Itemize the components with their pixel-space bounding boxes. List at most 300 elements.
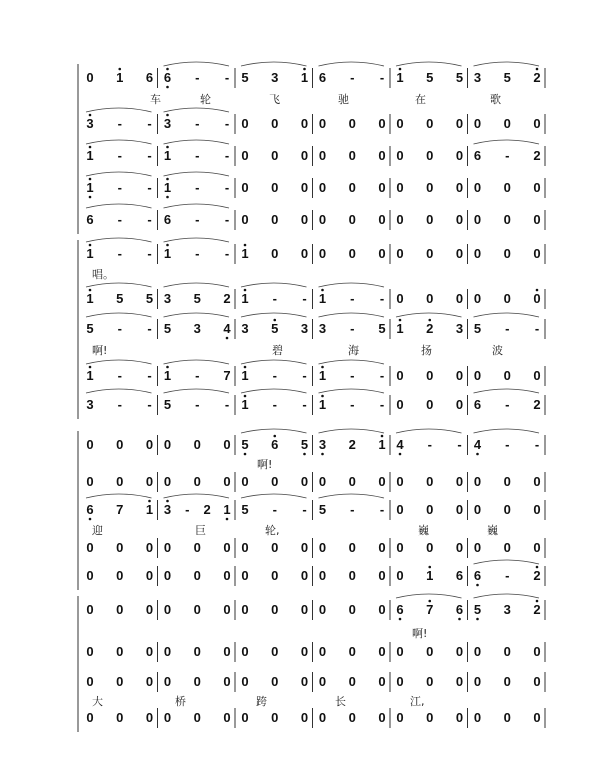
note: 3 bbox=[318, 437, 327, 452]
note: 0 bbox=[455, 148, 464, 163]
note: 0 bbox=[318, 148, 327, 163]
note: 0 bbox=[271, 710, 279, 725]
note: 0 bbox=[223, 602, 231, 617]
measure bbox=[164, 172, 230, 198]
note: 0 bbox=[426, 368, 434, 383]
note: 2 bbox=[426, 321, 434, 336]
measure bbox=[474, 246, 541, 261]
note: 0 bbox=[300, 212, 309, 227]
dash-note: - bbox=[302, 397, 307, 412]
lyric-syllable: 啊! bbox=[257, 458, 273, 471]
measure bbox=[319, 389, 385, 412]
measure bbox=[396, 566, 463, 583]
dash-note: - bbox=[224, 180, 230, 195]
note-row bbox=[86, 313, 545, 357]
measure bbox=[164, 313, 232, 339]
measure bbox=[164, 238, 230, 261]
high-octave-dot bbox=[166, 500, 169, 503]
note: 1 bbox=[86, 246, 94, 261]
measure bbox=[164, 710, 231, 725]
low-octave-dot bbox=[458, 618, 461, 621]
lyric-syllable: 啊! bbox=[412, 627, 428, 640]
slur bbox=[164, 204, 230, 208]
note: 6 bbox=[473, 148, 482, 163]
note: 0 bbox=[193, 674, 201, 689]
measure bbox=[164, 389, 230, 412]
lyric-syllable: 在 bbox=[415, 93, 426, 106]
note: 0 bbox=[300, 180, 309, 195]
note: 0 bbox=[241, 540, 249, 555]
note: 2 bbox=[533, 148, 541, 163]
note: 1 bbox=[426, 568, 434, 583]
note: 0 bbox=[223, 710, 231, 725]
measure bbox=[396, 246, 463, 261]
note: 1 bbox=[396, 70, 404, 85]
note: 0 bbox=[86, 437, 94, 452]
measure bbox=[86, 204, 152, 227]
measure bbox=[86, 602, 153, 617]
dash-note: - bbox=[147, 368, 152, 383]
note: 0 bbox=[241, 180, 249, 195]
high-octave-dot bbox=[148, 500, 151, 503]
high-octave-dot bbox=[89, 114, 92, 117]
note-row bbox=[86, 360, 545, 386]
note: 0 bbox=[86, 710, 94, 725]
note: 0 bbox=[116, 674, 124, 689]
note: 0 bbox=[473, 368, 482, 383]
note: 0 bbox=[145, 437, 154, 452]
note: 0 bbox=[455, 502, 464, 517]
dash-note: - bbox=[379, 368, 385, 383]
dash-note: - bbox=[195, 180, 200, 195]
measure bbox=[319, 246, 386, 261]
low-octave-dot bbox=[226, 337, 229, 340]
note: 0 bbox=[241, 644, 249, 659]
note: 0 bbox=[378, 148, 386, 163]
slur bbox=[164, 108, 230, 112]
lyric-syllable: 飞 bbox=[269, 93, 280, 106]
note: 0 bbox=[533, 291, 541, 306]
note: 0 bbox=[426, 644, 434, 659]
measure bbox=[319, 674, 386, 689]
low-octave-dot bbox=[399, 453, 402, 456]
dash-note: - bbox=[195, 368, 200, 383]
dash-note: - bbox=[427, 437, 432, 452]
note: 0 bbox=[163, 474, 172, 489]
low-octave-dot bbox=[476, 453, 479, 456]
note: 0 bbox=[396, 246, 404, 261]
note: 0 bbox=[318, 212, 327, 227]
note: 0 bbox=[223, 674, 231, 689]
slur bbox=[474, 62, 540, 66]
measure bbox=[241, 474, 308, 489]
lyric-syllable: 车 bbox=[150, 93, 161, 106]
note: 0 bbox=[455, 397, 464, 412]
note: 0 bbox=[348, 474, 356, 489]
measure bbox=[319, 540, 386, 555]
dash-note: - bbox=[505, 397, 510, 412]
note: 5 bbox=[300, 437, 309, 452]
note: 0 bbox=[396, 148, 404, 163]
note: 6 bbox=[163, 212, 172, 227]
note: 0 bbox=[271, 602, 279, 617]
note: 4 bbox=[473, 437, 482, 452]
note: 1 bbox=[241, 291, 249, 306]
measure bbox=[164, 204, 230, 227]
note: 0 bbox=[533, 644, 541, 659]
measure bbox=[86, 437, 153, 452]
note-row bbox=[86, 108, 545, 134]
note: 0 bbox=[503, 180, 511, 195]
note: 1 bbox=[163, 246, 172, 261]
note: 5 bbox=[163, 321, 172, 336]
note: 0 bbox=[300, 148, 309, 163]
measure bbox=[396, 644, 463, 659]
measure bbox=[474, 474, 541, 489]
note: 0 bbox=[300, 246, 309, 261]
slur bbox=[241, 313, 307, 317]
dash-note: - bbox=[350, 397, 355, 412]
low-octave-dot bbox=[89, 518, 92, 521]
measure bbox=[474, 560, 541, 586]
note: 6 bbox=[271, 437, 279, 452]
note: 0 bbox=[318, 246, 327, 261]
lyric-syllable: 迎 bbox=[92, 524, 103, 537]
note-row bbox=[86, 708, 545, 728]
low-octave-dot bbox=[226, 518, 229, 521]
measure bbox=[164, 140, 230, 163]
dash-note: - bbox=[379, 397, 385, 412]
note: 0 bbox=[300, 474, 309, 489]
note: 0 bbox=[473, 644, 482, 659]
high-octave-dot bbox=[166, 68, 169, 71]
measure bbox=[474, 180, 541, 195]
high-octave-dot bbox=[321, 395, 324, 398]
dash-note: - bbox=[117, 246, 122, 261]
note: 3 bbox=[163, 116, 172, 131]
note: 5 bbox=[163, 397, 172, 412]
note: 1 bbox=[318, 368, 327, 383]
note: 0 bbox=[86, 602, 94, 617]
dash-note: - bbox=[302, 502, 307, 517]
note-row bbox=[86, 472, 545, 492]
note: 0 bbox=[473, 116, 482, 131]
slur bbox=[86, 283, 152, 287]
note: 6 bbox=[396, 602, 404, 617]
high-octave-dot bbox=[399, 68, 402, 71]
note: 0 bbox=[396, 291, 404, 306]
dash-note: - bbox=[534, 437, 540, 452]
note: 0 bbox=[223, 568, 231, 583]
dash-note: - bbox=[147, 321, 152, 336]
measure bbox=[241, 116, 308, 131]
high-octave-dot bbox=[166, 366, 169, 369]
high-octave-dot bbox=[166, 114, 169, 117]
measure bbox=[396, 62, 463, 85]
note: 3 bbox=[163, 502, 172, 517]
note: 0 bbox=[318, 116, 327, 131]
note: 0 bbox=[193, 710, 201, 725]
low-octave-dot bbox=[244, 453, 247, 456]
note: 5 bbox=[473, 321, 482, 336]
note: 6 bbox=[163, 70, 172, 85]
note: 0 bbox=[348, 540, 356, 555]
note: 0 bbox=[455, 644, 464, 659]
note: 0 bbox=[426, 116, 434, 131]
slur bbox=[164, 494, 230, 498]
dash-note: - bbox=[350, 70, 355, 85]
measure bbox=[86, 172, 152, 198]
measure bbox=[86, 313, 152, 336]
high-octave-dot bbox=[536, 566, 539, 569]
measure bbox=[474, 389, 541, 412]
note: 0 bbox=[271, 644, 279, 659]
note: 0 bbox=[503, 246, 511, 261]
measure bbox=[396, 291, 463, 306]
note: 0 bbox=[241, 212, 249, 227]
lyric-syllable: 大 bbox=[92, 695, 103, 708]
note: 6 bbox=[473, 568, 482, 583]
note: 0 bbox=[396, 568, 404, 583]
measure bbox=[86, 238, 152, 261]
note: 5 bbox=[378, 321, 386, 336]
slur bbox=[396, 429, 462, 433]
note: 0 bbox=[193, 602, 201, 617]
note: 0 bbox=[241, 116, 249, 131]
slur bbox=[164, 283, 230, 287]
note: 0 bbox=[241, 148, 249, 163]
measure bbox=[164, 674, 231, 689]
note: 1 bbox=[163, 368, 172, 383]
note: 0 bbox=[145, 602, 154, 617]
note: 0 bbox=[318, 602, 327, 617]
measure bbox=[319, 180, 386, 195]
note: 0 bbox=[145, 568, 154, 583]
dash-note: - bbox=[117, 116, 122, 131]
measure bbox=[86, 283, 153, 306]
dash-note: - bbox=[147, 212, 152, 227]
measure bbox=[474, 212, 541, 227]
note: 3 bbox=[455, 321, 464, 336]
note: 0 bbox=[396, 116, 404, 131]
measure bbox=[474, 116, 541, 131]
slur bbox=[241, 62, 307, 66]
measure bbox=[86, 68, 153, 85]
dash-note: - bbox=[117, 368, 122, 383]
note: 2 bbox=[533, 602, 541, 617]
system-2 bbox=[78, 238, 545, 419]
note: 0 bbox=[241, 474, 249, 489]
measure bbox=[241, 62, 308, 85]
dash-note: - bbox=[272, 291, 277, 306]
low-octave-dot bbox=[166, 196, 169, 199]
slur bbox=[164, 62, 230, 66]
note: 0 bbox=[300, 674, 309, 689]
note: 0 bbox=[426, 291, 434, 306]
note: 0 bbox=[473, 180, 482, 195]
high-octave-dot bbox=[399, 319, 402, 322]
slur bbox=[474, 140, 540, 144]
lyric-syllable: 轮, bbox=[265, 524, 280, 537]
note: 3 bbox=[503, 602, 511, 617]
note: 3 bbox=[86, 116, 94, 131]
note: 0 bbox=[163, 602, 172, 617]
high-octave-dot bbox=[89, 244, 92, 247]
dash-note: - bbox=[147, 180, 152, 195]
note: 7 bbox=[116, 502, 124, 517]
measure bbox=[241, 360, 307, 383]
dash-note: - bbox=[147, 246, 152, 261]
measure bbox=[164, 437, 231, 452]
slur bbox=[164, 389, 230, 393]
dash-note: - bbox=[195, 397, 200, 412]
note: 0 bbox=[503, 710, 511, 725]
note: 0 bbox=[116, 437, 124, 452]
measure bbox=[241, 389, 307, 412]
note: 5 bbox=[455, 70, 464, 85]
note: 0 bbox=[116, 644, 124, 659]
slur bbox=[164, 313, 230, 317]
dash-note: - bbox=[272, 368, 277, 383]
measure bbox=[319, 494, 385, 517]
note: 1 bbox=[318, 397, 327, 412]
note: 1 bbox=[223, 502, 231, 517]
note: 3 bbox=[241, 321, 249, 336]
lyric-syllable: 歌 bbox=[490, 93, 501, 106]
note-row bbox=[86, 429, 545, 471]
note: 3 bbox=[318, 321, 327, 336]
lyric-syllable: 巍 bbox=[487, 524, 498, 537]
dash-note: - bbox=[224, 397, 230, 412]
note: 0 bbox=[86, 540, 94, 555]
dash-note: - bbox=[147, 116, 152, 131]
note: 0 bbox=[426, 212, 434, 227]
slur bbox=[86, 238, 152, 242]
measure bbox=[396, 313, 463, 336]
measure bbox=[319, 62, 385, 85]
dash-note: - bbox=[224, 116, 230, 131]
note: 0 bbox=[533, 180, 541, 195]
note: 6 bbox=[473, 397, 482, 412]
lyric-syllable: 波 bbox=[492, 344, 503, 357]
slur bbox=[474, 594, 540, 598]
note: 5 bbox=[193, 291, 201, 306]
note: 0 bbox=[455, 291, 464, 306]
slur bbox=[319, 62, 385, 66]
measure bbox=[86, 108, 152, 131]
note: 0 bbox=[473, 502, 482, 517]
note: 1 bbox=[241, 397, 249, 412]
note: 0 bbox=[455, 212, 464, 227]
dash-note: - bbox=[117, 212, 122, 227]
note: 0 bbox=[271, 674, 279, 689]
note: 1 bbox=[378, 437, 386, 452]
note: 1 bbox=[145, 502, 154, 517]
note: 0 bbox=[426, 540, 434, 555]
note: 6 bbox=[455, 568, 464, 583]
measure bbox=[241, 644, 308, 659]
dash-note: - bbox=[302, 368, 307, 383]
note: 0 bbox=[223, 540, 231, 555]
note: 1 bbox=[86, 180, 94, 195]
dash-note: - bbox=[350, 502, 355, 517]
note: 2 bbox=[533, 568, 541, 583]
note: 0 bbox=[503, 368, 511, 383]
high-octave-dot bbox=[428, 600, 431, 603]
note: 5 bbox=[145, 291, 154, 306]
measure bbox=[396, 180, 463, 195]
dash-note: - bbox=[147, 397, 152, 412]
measure bbox=[396, 368, 463, 383]
measure bbox=[319, 283, 385, 306]
note: 0 bbox=[378, 474, 386, 489]
slur bbox=[86, 313, 152, 317]
note: 0 bbox=[378, 602, 386, 617]
dash-note: - bbox=[457, 437, 462, 452]
high-octave-dot bbox=[244, 289, 247, 292]
measure bbox=[86, 389, 152, 412]
note: 0 bbox=[145, 540, 154, 555]
high-octave-dot bbox=[428, 319, 431, 322]
note: 1 bbox=[163, 180, 172, 195]
dash-note: - bbox=[379, 70, 385, 85]
dash-note: - bbox=[117, 180, 122, 195]
note: 0 bbox=[426, 502, 434, 517]
note: 0 bbox=[163, 540, 172, 555]
note: 5 bbox=[86, 321, 94, 336]
note: 0 bbox=[533, 540, 541, 555]
note: 0 bbox=[116, 602, 124, 617]
measure bbox=[474, 594, 541, 620]
note: 0 bbox=[116, 474, 124, 489]
note-row bbox=[86, 62, 545, 106]
note: 0 bbox=[271, 212, 279, 227]
measure bbox=[396, 429, 462, 455]
dash-note: - bbox=[117, 397, 122, 412]
slur bbox=[241, 283, 307, 287]
note: 1 bbox=[116, 70, 124, 85]
measure bbox=[164, 494, 231, 520]
slur bbox=[319, 283, 385, 287]
note: 6 bbox=[455, 602, 464, 617]
note: 1 bbox=[241, 368, 249, 383]
note: 0 bbox=[271, 180, 279, 195]
dash-note: - bbox=[272, 502, 277, 517]
slur bbox=[396, 594, 462, 598]
lyric-syllable: 轮 bbox=[200, 93, 211, 106]
note: 6 bbox=[318, 70, 327, 85]
note: 0 bbox=[455, 674, 464, 689]
note: 0 bbox=[223, 644, 231, 659]
note-row bbox=[86, 494, 545, 537]
note: 0 bbox=[348, 644, 356, 659]
note: 0 bbox=[318, 474, 327, 489]
measure bbox=[86, 568, 153, 583]
note: 0 bbox=[378, 212, 386, 227]
slur bbox=[319, 360, 385, 364]
slur bbox=[474, 560, 540, 564]
measure bbox=[241, 212, 308, 227]
dash-note: - bbox=[195, 116, 200, 131]
slur bbox=[164, 238, 230, 242]
note: 0 bbox=[86, 474, 94, 489]
note: 0 bbox=[378, 674, 386, 689]
lyric-syllable: 桥 bbox=[175, 695, 186, 708]
measure bbox=[474, 710, 541, 725]
note: 0 bbox=[271, 568, 279, 583]
note: 0 bbox=[241, 568, 249, 583]
note: 3 bbox=[86, 397, 94, 412]
